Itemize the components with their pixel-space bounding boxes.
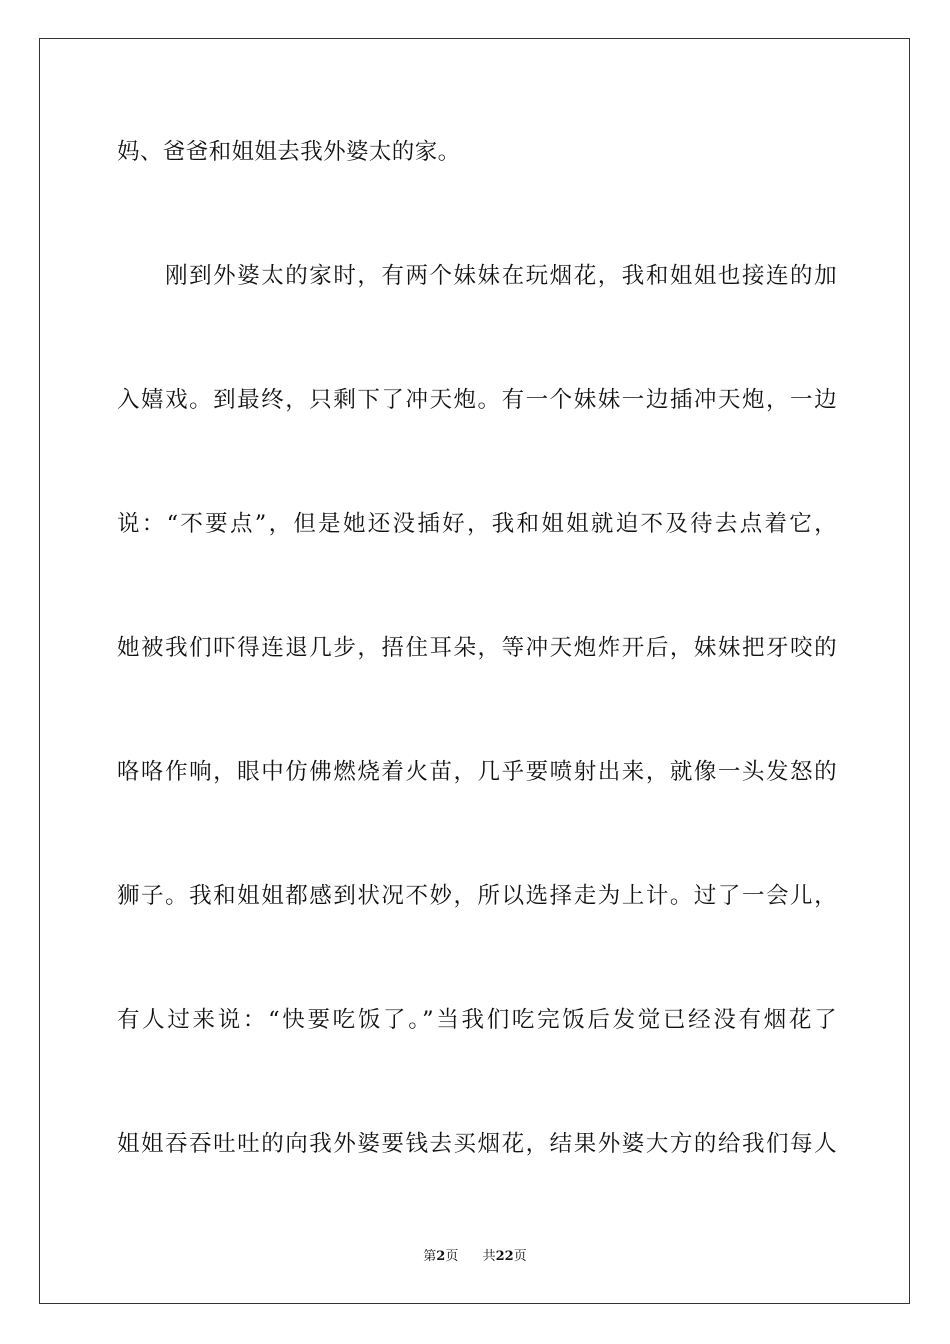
body-text-line-1: 妈、爸爸和姐姐去我外婆太的家。 [117, 139, 461, 165]
total-pages: 22 [495, 1249, 514, 1264]
page-number-label [423, 1248, 458, 1266]
body-text-line-6: 咯咯作响，眼中仿佛燃烧着火苗，几乎要喷射出来，就像一头发怒的 [117, 759, 837, 785]
page-suffix: 页 [445, 1249, 459, 1264]
total-pages-label [483, 1248, 527, 1266]
body-text-line-8: 有人过来说：“快要吃饭了。”当我们吃完饭后发觉已经没有烟花了 [117, 1007, 837, 1033]
body-text-line-4: 说：“不要点”，但是她还没插好，我和姐姐就迫不及待去点着它， [117, 511, 837, 537]
body-text-line-9: 姐姐吞吞吐吐的向我外婆要钱去买烟花，结果外婆大方的给我们每人 [117, 1131, 837, 1157]
page-current: 2 [436, 1249, 446, 1264]
page-prefix: 第 [423, 1249, 437, 1264]
body-text-line-5: 她被我们吓得连退几步，捂住耳朵，等冲天炮炸开后，妹妹把牙咬的 [117, 635, 837, 661]
page-border [39, 38, 910, 1304]
page-footer [0, 1248, 950, 1266]
total-prefix: 共 [482, 1249, 496, 1264]
body-text-line-3: 入嬉戏。到最终，只剩下了冲天炮。有一个妹妹一边插冲天炮，一边 [117, 387, 837, 413]
total-suffix: 页 [513, 1249, 527, 1264]
body-text-line-2: 刚到外婆太的家时，有两个妹妹在玩烟花，我和姐姐也接连的加 [117, 263, 837, 289]
body-text-line-7: 狮子。我和姐姐都感到状况不妙，所以选择走为上计。过了一会儿， [117, 883, 837, 909]
